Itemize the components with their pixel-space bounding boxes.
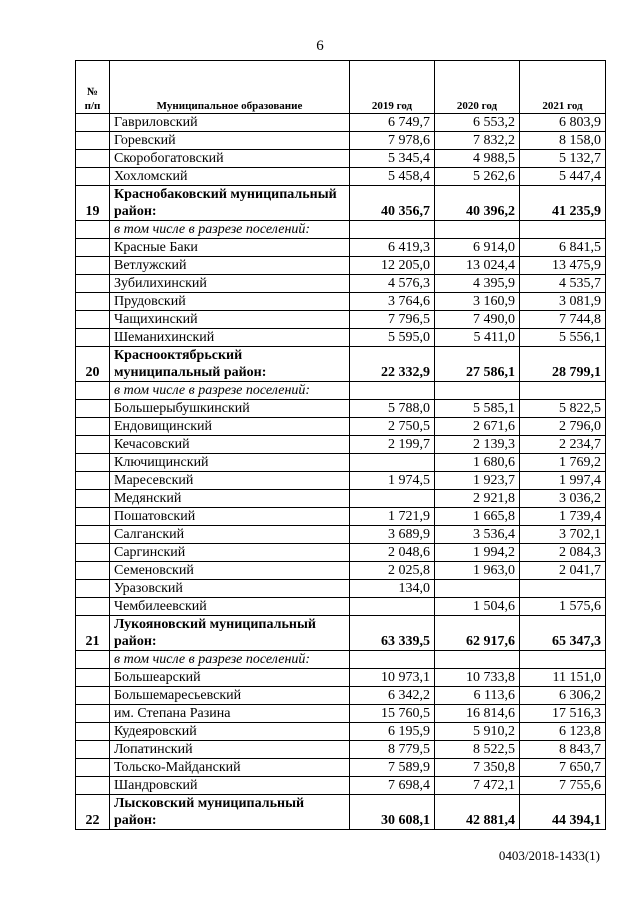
- value-2019: [350, 382, 435, 400]
- district-row: [76, 347, 606, 382]
- municipality-name: Уразовский: [110, 580, 350, 598]
- value-2021: 5 556,1: [520, 329, 606, 347]
- municipality-name: Медянский: [110, 490, 350, 508]
- value-2019: 7 698,4: [350, 777, 435, 795]
- municipality-name: Краснооктябрьский муниципальный район:: [110, 347, 350, 382]
- value-2020: [435, 221, 520, 239]
- value-2019: 5 458,4: [350, 168, 435, 186]
- value-2020: 5 910,2: [435, 723, 520, 741]
- value-2020: 8 522,5: [435, 741, 520, 759]
- value-2020: 7 350,8: [435, 759, 520, 777]
- municipality-name: Большерыбушкинский: [110, 400, 350, 418]
- value-2020: 7 832,2: [435, 132, 520, 150]
- row-number: [76, 150, 110, 168]
- value-2021: 2 796,0: [520, 418, 606, 436]
- value-2021: 3 702,1: [520, 526, 606, 544]
- value-2021: 11 151,0: [520, 669, 606, 687]
- municipality-name: Маресевский: [110, 472, 350, 490]
- municipality-name: Хохломский: [110, 168, 350, 186]
- row-number: 21: [76, 616, 110, 651]
- value-2020: [435, 382, 520, 400]
- table-row: [76, 705, 606, 723]
- value-2020: 3 536,4: [435, 526, 520, 544]
- row-number: [76, 275, 110, 293]
- row-number: [76, 705, 110, 723]
- value-2019: 134,0: [350, 580, 435, 598]
- value-2019: 2 025,8: [350, 562, 435, 580]
- municipality-name: Гавриловский: [110, 114, 350, 132]
- value-2021: 6 306,2: [520, 687, 606, 705]
- value-2019: 1 721,9: [350, 508, 435, 526]
- row-number: [76, 114, 110, 132]
- table-row: [76, 526, 606, 544]
- district-row: [76, 616, 606, 651]
- row-number: [76, 454, 110, 472]
- table-row: [76, 150, 606, 168]
- table-row: [76, 329, 606, 347]
- municipality-name: Красные Баки: [110, 239, 350, 257]
- row-number: 22: [76, 795, 110, 830]
- table-row: [76, 168, 606, 186]
- subheading-row: [76, 221, 606, 239]
- value-2019: 30 608,1: [350, 795, 435, 830]
- municipality-name: Шеманихинский: [110, 329, 350, 347]
- district-row: [76, 795, 606, 830]
- value-2021: 4 535,7: [520, 275, 606, 293]
- table-row: [76, 454, 606, 472]
- table-row: [76, 741, 606, 759]
- table-row: [76, 544, 606, 562]
- municipality-name: в том числе в разрезе поселений:: [110, 221, 350, 239]
- table-row: [76, 598, 606, 616]
- value-2020: 1 923,7: [435, 472, 520, 490]
- value-2020: 1 665,8: [435, 508, 520, 526]
- municipality-name: Большеарский: [110, 669, 350, 687]
- row-number: [76, 382, 110, 400]
- district-row: [76, 186, 606, 221]
- value-2021: 17 516,3: [520, 705, 606, 723]
- value-2020: 5 585,1: [435, 400, 520, 418]
- row-number: [76, 436, 110, 454]
- value-2020: 2 671,6: [435, 418, 520, 436]
- header-2020: 2020 год: [435, 61, 520, 114]
- value-2021: [520, 221, 606, 239]
- value-2021: 6 841,5: [520, 239, 606, 257]
- table-row: [76, 777, 606, 795]
- row-number: [76, 562, 110, 580]
- value-2020: 42 881,4: [435, 795, 520, 830]
- table-row: [76, 293, 606, 311]
- value-2021: 1 575,6: [520, 598, 606, 616]
- value-2021: 7 755,6: [520, 777, 606, 795]
- value-2020: 2 139,3: [435, 436, 520, 454]
- value-2019: 5 595,0: [350, 329, 435, 347]
- value-2019: 3 689,9: [350, 526, 435, 544]
- value-2021: 65 347,3: [520, 616, 606, 651]
- row-number: 19: [76, 186, 110, 221]
- value-2021: 3 081,9: [520, 293, 606, 311]
- row-number: 20: [76, 347, 110, 382]
- value-2020: 6 113,6: [435, 687, 520, 705]
- municipality-name: Чембилеевский: [110, 598, 350, 616]
- document-code: 0403/2018-1433(1): [498, 848, 600, 863]
- value-2021: [520, 580, 606, 598]
- header-2019: 2019 год: [350, 61, 435, 114]
- table-row: [76, 132, 606, 150]
- value-2021: 2 084,3: [520, 544, 606, 562]
- table-row: [76, 114, 606, 132]
- row-number: [76, 168, 110, 186]
- value-2019: [350, 651, 435, 669]
- table-row: [76, 490, 606, 508]
- value-2019: 12 205,0: [350, 257, 435, 275]
- row-number: [76, 132, 110, 150]
- value-2020: 1 504,6: [435, 598, 520, 616]
- value-2021: 13 475,9: [520, 257, 606, 275]
- row-number: [76, 759, 110, 777]
- table-row: [76, 562, 606, 580]
- value-2021: 2 041,7: [520, 562, 606, 580]
- value-2020: 10 733,8: [435, 669, 520, 687]
- value-2021: 5 132,7: [520, 150, 606, 168]
- table-row: [76, 687, 606, 705]
- municipality-name: Ключищинский: [110, 454, 350, 472]
- value-2020: 2 921,8: [435, 490, 520, 508]
- municipality-name: Краснобаковский муниципальный район:: [110, 186, 350, 221]
- table-row: [76, 418, 606, 436]
- table-row: [76, 257, 606, 275]
- value-2020: 6 914,0: [435, 239, 520, 257]
- value-2019: 40 356,7: [350, 186, 435, 221]
- value-2020: 1 963,0: [435, 562, 520, 580]
- value-2021: 28 799,1: [520, 347, 606, 382]
- row-number: [76, 257, 110, 275]
- row-number: [76, 598, 110, 616]
- row-number: [76, 777, 110, 795]
- row-number: [76, 400, 110, 418]
- value-2021: 7 650,7: [520, 759, 606, 777]
- row-number: [76, 544, 110, 562]
- row-number: [76, 508, 110, 526]
- table-row: [76, 580, 606, 598]
- row-number: [76, 723, 110, 741]
- row-number: [76, 741, 110, 759]
- municipality-name: Шандровский: [110, 777, 350, 795]
- row-number: [76, 490, 110, 508]
- row-number: [76, 418, 110, 436]
- value-2019: [350, 598, 435, 616]
- value-2019: 2 048,6: [350, 544, 435, 562]
- row-number: [76, 526, 110, 544]
- value-2019: 3 764,6: [350, 293, 435, 311]
- subheading-row: [76, 382, 606, 400]
- value-2019: [350, 454, 435, 472]
- value-2021: 41 235,9: [520, 186, 606, 221]
- table-row: [76, 759, 606, 777]
- value-2021: 3 036,2: [520, 490, 606, 508]
- value-2020: 1 994,2: [435, 544, 520, 562]
- municipality-name: Лысковский муниципальный район:: [110, 795, 350, 830]
- value-2020: 1 680,6: [435, 454, 520, 472]
- table-body: [76, 114, 606, 830]
- municipality-name: Салганский: [110, 526, 350, 544]
- value-2019: 6 419,3: [350, 239, 435, 257]
- value-2019: 8 779,5: [350, 741, 435, 759]
- value-2020: 7 490,0: [435, 311, 520, 329]
- value-2020: 16 814,6: [435, 705, 520, 723]
- row-number: [76, 311, 110, 329]
- value-2020: 27 586,1: [435, 347, 520, 382]
- municipality-name: в том числе в разрезе поселений:: [110, 651, 350, 669]
- value-2021: 2 234,7: [520, 436, 606, 454]
- value-2021: 1 997,4: [520, 472, 606, 490]
- row-number: [76, 472, 110, 490]
- value-2019: 2 750,5: [350, 418, 435, 436]
- row-number: [76, 651, 110, 669]
- value-2021: 5 822,5: [520, 400, 606, 418]
- table-row: [76, 472, 606, 490]
- value-2020: 40 396,2: [435, 186, 520, 221]
- value-2021: 6 123,8: [520, 723, 606, 741]
- municipality-name: Саргинский: [110, 544, 350, 562]
- value-2020: 6 553,2: [435, 114, 520, 132]
- municipality-name: Горевский: [110, 132, 350, 150]
- subheading-row: [76, 651, 606, 669]
- table-row: [76, 239, 606, 257]
- value-2019: 4 576,3: [350, 275, 435, 293]
- value-2019: [350, 221, 435, 239]
- page-number: 6: [316, 38, 324, 54]
- row-number: [76, 293, 110, 311]
- value-2020: 3 160,9: [435, 293, 520, 311]
- municipality-name: Тольско-Майданский: [110, 759, 350, 777]
- value-2019: 63 339,5: [350, 616, 435, 651]
- value-2019: 1 974,5: [350, 472, 435, 490]
- row-number: [76, 687, 110, 705]
- municipality-name: в том числе в разрезе поселений:: [110, 382, 350, 400]
- value-2019: 7 796,5: [350, 311, 435, 329]
- value-2021: [520, 651, 606, 669]
- municipality-name: Кечасовский: [110, 436, 350, 454]
- value-2020: 7 472,1: [435, 777, 520, 795]
- value-2019: 5 345,4: [350, 150, 435, 168]
- table-header-row: [76, 61, 606, 114]
- table-row: [76, 400, 606, 418]
- row-number: [76, 221, 110, 239]
- table-row: [76, 275, 606, 293]
- municipality-name: Лукояновский муниципальный район:: [110, 616, 350, 651]
- header-2021: 2021 год: [520, 61, 606, 114]
- value-2019: 15 760,5: [350, 705, 435, 723]
- value-2021: 1 739,4: [520, 508, 606, 526]
- table-row: [76, 311, 606, 329]
- header-num: № п/п: [76, 61, 110, 114]
- value-2020: [435, 580, 520, 598]
- municipality-name: Семеновский: [110, 562, 350, 580]
- value-2020: 4 988,5: [435, 150, 520, 168]
- value-2021: 7 744,8: [520, 311, 606, 329]
- municipality-name: Зубилихинский: [110, 275, 350, 293]
- table-row: [76, 436, 606, 454]
- value-2020: 5 411,0: [435, 329, 520, 347]
- municipality-name: Прудовский: [110, 293, 350, 311]
- municipality-name: Чащихинский: [110, 311, 350, 329]
- row-number: [76, 669, 110, 687]
- header-municipality: Муниципальное образование: [110, 61, 350, 114]
- municipality-name: Пошатовский: [110, 508, 350, 526]
- municipality-name: Скоробогатовский: [110, 150, 350, 168]
- value-2021: [520, 382, 606, 400]
- value-2019: 6 749,7: [350, 114, 435, 132]
- value-2021: 6 803,9: [520, 114, 606, 132]
- value-2019: 2 199,7: [350, 436, 435, 454]
- value-2020: 62 917,6: [435, 616, 520, 651]
- value-2021: 8 158,0: [520, 132, 606, 150]
- budget-table: [75, 60, 606, 830]
- table-row: [76, 508, 606, 526]
- value-2019: 5 788,0: [350, 400, 435, 418]
- municipality-name: Лопатинский: [110, 741, 350, 759]
- table-row: [76, 723, 606, 741]
- value-2020: 5 262,6: [435, 168, 520, 186]
- value-2019: 6 342,2: [350, 687, 435, 705]
- municipality-name: Ветлужский: [110, 257, 350, 275]
- value-2020: 13 024,4: [435, 257, 520, 275]
- value-2019: 7 978,6: [350, 132, 435, 150]
- value-2019: 6 195,9: [350, 723, 435, 741]
- value-2019: 7 589,9: [350, 759, 435, 777]
- value-2021: 5 447,4: [520, 168, 606, 186]
- value-2021: 44 394,1: [520, 795, 606, 830]
- row-number: [76, 329, 110, 347]
- table-row: [76, 669, 606, 687]
- value-2021: 8 843,7: [520, 741, 606, 759]
- municipality-name: Ендовищинский: [110, 418, 350, 436]
- value-2020: 4 395,9: [435, 275, 520, 293]
- value-2020: [435, 651, 520, 669]
- municipality-name: Кудеяровский: [110, 723, 350, 741]
- row-number: [76, 239, 110, 257]
- value-2021: 1 769,2: [520, 454, 606, 472]
- row-number: [76, 580, 110, 598]
- value-2019: 10 973,1: [350, 669, 435, 687]
- value-2019: 22 332,9: [350, 347, 435, 382]
- municipality-name: им. Степана Разина: [110, 705, 350, 723]
- value-2019: [350, 490, 435, 508]
- municipality-name: Большемаресьевский: [110, 687, 350, 705]
